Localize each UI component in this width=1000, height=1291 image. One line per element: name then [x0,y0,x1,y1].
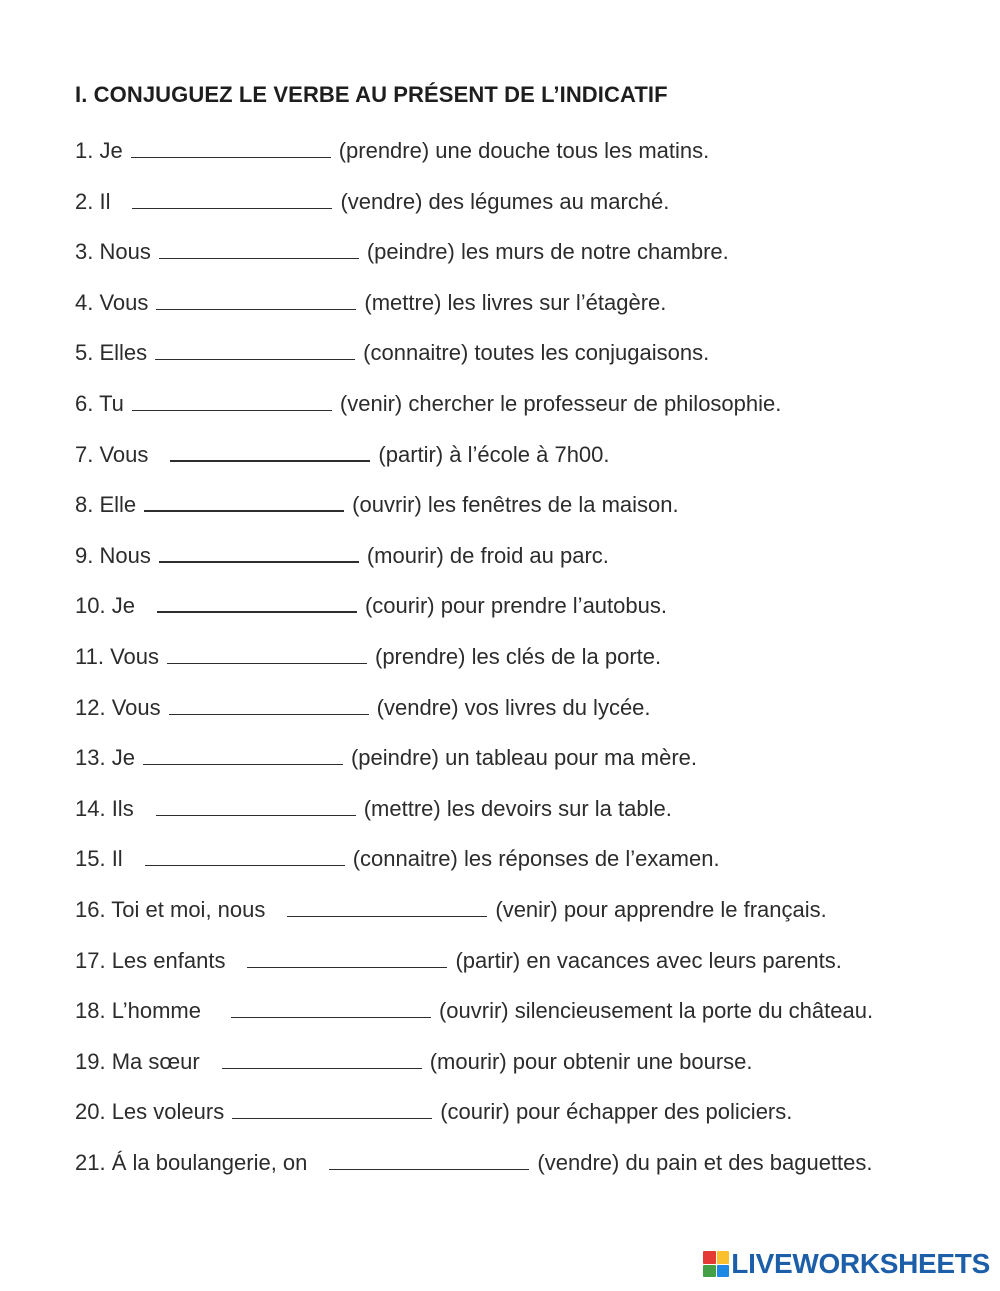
answer-blank[interactable] [157,589,357,613]
answer-blank[interactable] [232,1095,432,1119]
exercise-item [75,994,975,1045]
answer-blank[interactable] [132,185,332,209]
logo-square [717,1251,730,1264]
exercise-subject: 1. Je [75,138,123,163]
exercise-subject: 16. Toi et moi, nous [75,896,266,922]
answer-blank[interactable] [159,235,359,259]
exercise-subject: 8. Elle [75,492,137,518]
answer-blank[interactable] [247,944,447,968]
answer-blank[interactable] [329,1146,529,1170]
answer-blank[interactable] [144,488,344,512]
exercise-item [75,1045,975,1096]
logo-square [703,1265,716,1278]
exercise-subject: 10. Je [75,593,135,619]
exercise-item [75,438,975,489]
exercise-subject: 2. Il [75,188,111,214]
exercise-text: (courir) pour prendre l’autobus. [364,593,667,619]
exercise-text: (venir) pour apprendre le français. [495,896,827,922]
exercise-item [75,1095,975,1146]
exercise-text: (vendre) vos livres du lycée. [376,694,651,720]
exercise-subject: 17. Les enfants [75,947,226,973]
answer-blank[interactable] [170,438,370,462]
exercise-text: (peindre) les murs de notre chambre. [366,239,729,265]
logo-square [703,1251,716,1264]
exercise-item [75,387,975,438]
exercise-item [75,842,975,893]
exercise-item [75,691,975,742]
exercise-item [75,539,975,590]
answer-blank[interactable] [169,691,369,715]
answer-blank[interactable] [287,893,487,917]
exercise-text: (ouvrir) les fenêtres de la maison. [352,492,679,518]
answer-blank[interactable] [131,134,331,158]
exercise-subject: 20. Les voleurs [75,1099,225,1125]
exercise-text: (venir) chercher le professeur de philosophie. [339,390,782,416]
exercise-text: (partir) à l’école à 7h00. [378,441,610,467]
exercise-item [75,944,975,995]
exercise-text: (partir) en vacances avec leurs parents. [455,947,842,973]
worksheet-title: I. CONJUGUEZ LE VERBE AU PRÉSENT DE L’INDICATIF [75,82,668,107]
exercise-text: (peindre) un tableau pour ma mère. [350,745,698,771]
answer-blank[interactable] [159,539,359,563]
exercise-text: (mourir) pour obtenir une bourse. [429,1048,753,1074]
exercise-item [75,589,975,640]
answer-blank[interactable] [231,994,431,1018]
exercise-subject: 11. Vous [75,643,159,669]
exercise-subject: 21. Á la boulangerie, on [75,1149,308,1175]
exercise-item [75,488,975,539]
liveworksheets-logo [703,1247,990,1281]
exercise-item [75,640,975,691]
exercise-subject: 3. Nous [75,239,151,265]
exercise-subject: 15. Il [75,846,123,872]
exercise-item [75,1146,975,1197]
exercise-item [75,286,975,337]
logo-square [717,1265,730,1278]
exercise-item [75,235,975,286]
answer-blank[interactable] [143,741,343,765]
answer-blank[interactable] [222,1045,422,1069]
exercise-text: (ouvrir) silencieusement la porte du château. [438,998,874,1024]
answer-blank[interactable] [132,387,332,411]
logo-text: LIVEWORKSHEETS [731,1248,990,1279]
answer-blank[interactable] [155,336,355,360]
exercise-item [75,792,975,843]
exercise-item [75,893,975,944]
exercise-subject: 6. Tu [75,390,124,416]
exercise-item [75,134,975,185]
exercise-text: (connaitre) toutes les conjugaisons. [363,340,710,366]
liveworksheets-logo-icon [703,1251,729,1277]
exercise-item [75,336,975,387]
exercise-subject: 18. L’homme [75,998,201,1024]
answer-blank[interactable] [167,640,367,664]
exercise-text: (mettre) les devoirs sur la table. [363,795,672,821]
exercise-text: (mettre) les livres sur l’étagère. [364,289,667,315]
exercise-subject: 5. Elles [75,340,148,366]
exercise-text: (vendre) des légumes au marché. [340,188,670,214]
exercise-text: (prendre) une douche tous les matins. [338,138,710,163]
answer-blank[interactable] [156,286,356,310]
exercise-subject: 14. Ils [75,795,134,821]
exercise-text: (mourir) de froid au parc. [366,542,609,568]
exercise-text: (vendre) du pain et des baguettes. [537,1149,873,1175]
exercise-subject: 13. Je [75,745,135,771]
exercise-text: (prendre) les clés de la porte. [375,643,662,669]
exercise-subject: 12. Vous [75,694,161,720]
exercise-text: (connaitre) les réponses de l’examen. [352,846,720,872]
exercise-subject: 4. Vous [75,289,149,315]
answer-blank[interactable] [145,842,345,866]
answer-blank[interactable] [156,792,356,816]
exercise-text: (courir) pour échapper des policiers. [440,1099,793,1125]
exercise-item [75,741,975,792]
exercise-subject: 19. Ma sœur [75,1048,200,1074]
exercise-item [75,185,975,236]
exercise-subject: 9. Nous [75,542,151,568]
exercise-subject: 7. Vous [75,441,149,467]
exercise-list [75,134,975,1196]
